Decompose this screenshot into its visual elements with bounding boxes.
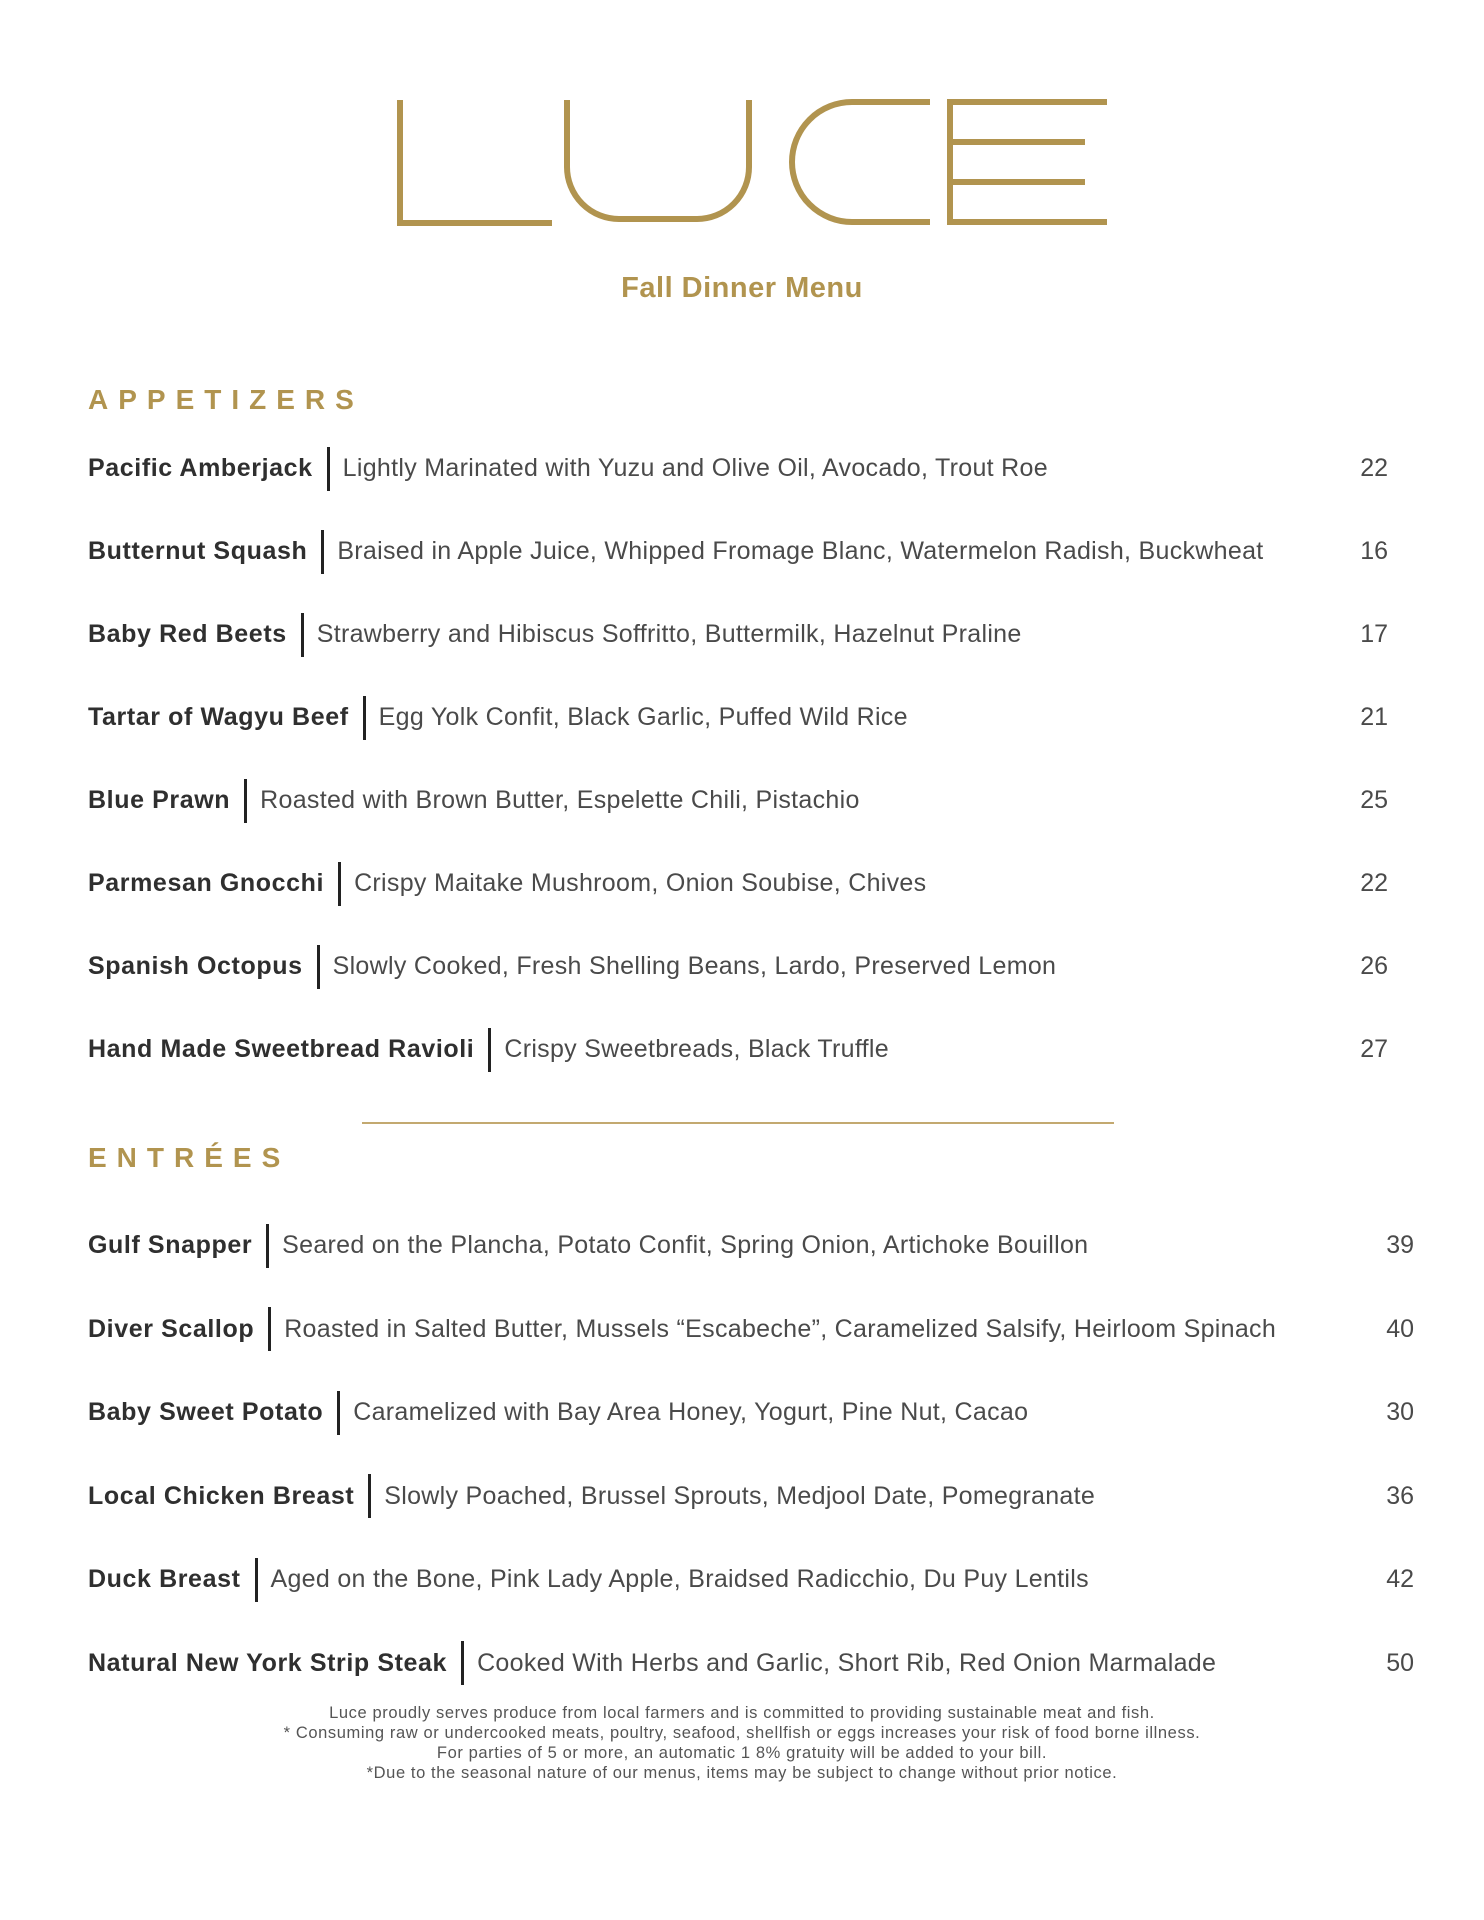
dish-name: Diver Scallop <box>88 1314 255 1343</box>
dish-description: Slowly Poached, Brussel Sprouts, Medjool Date, Pomegranate <box>384 1481 1096 1510</box>
dish-price: 42 <box>1386 1565 1414 1594</box>
dish-price: 21 <box>1360 703 1388 731</box>
separator-bar <box>301 613 304 657</box>
dish-price: 36 <box>1386 1481 1414 1510</box>
separator-bar <box>368 1474 371 1518</box>
dish-price: 27 <box>1360 1035 1388 1063</box>
menu-item <box>88 676 1418 759</box>
dish-description: Aged on the Bone, Pink Lady Apple, Braidsed Radicchio, Du Puy Lentils <box>270 1565 1089 1594</box>
dish-name: Hand Made Sweetbread Ravioli <box>88 1035 475 1063</box>
dish-name: Butternut Squash <box>88 537 308 565</box>
separator-bar <box>268 1307 271 1351</box>
separator-bar <box>266 1224 269 1268</box>
dish-name: Baby Red Beets <box>88 620 287 648</box>
dish-price: 25 <box>1360 786 1388 814</box>
dish-price: 22 <box>1360 454 1388 482</box>
dish-description: Seared on the Plancha, Potato Confit, Spring Onion, Artichoke Bouillon <box>282 1231 1089 1260</box>
footer-notes <box>0 1703 1484 1783</box>
dish-name: Spanish Octopus <box>88 952 303 980</box>
menu-item <box>88 1622 1418 1706</box>
dish-description: Caramelized with Bay Area Honey, Yogurt, Pine Nut, Cacao <box>353 1398 1029 1427</box>
appetizers-list <box>88 427 1418 1091</box>
separator-bar <box>255 1558 258 1602</box>
dish-name: Parmesan Gnocchi <box>88 869 325 897</box>
separator-bar <box>321 530 324 574</box>
menu-item <box>88 1455 1418 1539</box>
entrees-list <box>88 1204 1418 1705</box>
menu-item <box>88 1204 1418 1288</box>
section-title-appetizers: APPETIZERS <box>88 384 364 415</box>
menu-item <box>88 1008 1418 1091</box>
menu-item <box>88 842 1418 925</box>
menu-item <box>88 759 1418 842</box>
dish-price: 39 <box>1386 1231 1414 1260</box>
dish-price: 40 <box>1386 1314 1414 1343</box>
section-title-entrees: ENTRÉES <box>88 1142 291 1173</box>
dish-price: 16 <box>1360 537 1388 565</box>
dish-name: Baby Sweet Potato <box>88 1398 324 1427</box>
menu-title: Fall Dinner Menu <box>621 272 863 304</box>
section-divider <box>362 1122 1114 1124</box>
dish-name: Duck Breast <box>88 1565 241 1594</box>
menu-item <box>88 427 1418 510</box>
separator-bar <box>488 1028 491 1072</box>
menu-item <box>88 510 1418 593</box>
separator-bar <box>317 945 320 989</box>
dish-price: 22 <box>1360 869 1388 897</box>
dish-name: Pacific Amberjack <box>88 454 313 482</box>
separator-bar <box>337 1391 340 1435</box>
footer-line-health-warning: * Consuming raw or undercooked meats, poultry, seafood, shellfish or eggs increases your risk of food borne illness. <box>283 1724 1201 1742</box>
dish-name: Gulf Snapper <box>88 1231 253 1260</box>
menu-item <box>88 925 1418 1008</box>
menu-item <box>88 593 1418 676</box>
dish-price: 50 <box>1386 1648 1414 1677</box>
dish-description: Lightly Marinated with Yuzu and Olive Oil, Avocado, Trout Roe <box>342 454 1048 482</box>
separator-bar <box>338 862 341 906</box>
dish-description: Slowly Cooked, Fresh Shelling Beans, Lardo, Preserved Lemon <box>332 952 1057 980</box>
dish-name: Blue Prawn <box>88 786 231 814</box>
footer-line-sustainability: Luce proudly serves produce from local farmers and is committed to providing sustainable meat and fish. <box>329 1704 1155 1722</box>
footer-line-gratuity: For parties of 5 or more, an automatic 1 8% gratuity will be added to your bill. <box>436 1744 1048 1762</box>
dish-description: Egg Yolk Confit, Black Garlic, Puffed Wild Rice <box>378 703 908 731</box>
separator-bar <box>327 447 330 491</box>
dish-name: Natural New York Strip Steak <box>88 1648 448 1677</box>
dish-price: 17 <box>1360 620 1388 648</box>
dish-description: Crispy Maitake Mushroom, Onion Soubise, Chives <box>354 869 927 897</box>
footer-line-seasonal: *Due to the seasonal nature of our menus, items may be subject to change without prior notice. <box>366 1764 1118 1782</box>
menu-item <box>88 1288 1418 1372</box>
dish-price: 26 <box>1360 952 1388 980</box>
dish-price: 30 <box>1386 1398 1414 1427</box>
dish-description: Roasted in Salted Butter, Mussels “Escabeche”, Caramelized Salsify, Heirloom Spinach <box>284 1314 1277 1343</box>
dish-description: Crispy Sweetbreads, Black Truffle <box>504 1035 889 1063</box>
dish-description: Roasted with Brown Butter, Espelette Chili, Pistachio <box>260 786 860 814</box>
menu-item <box>88 1371 1418 1455</box>
dish-name: Tartar of Wagyu Beef <box>88 703 349 731</box>
dish-name: Local Chicken Breast <box>88 1481 355 1510</box>
separator-bar <box>461 1641 464 1685</box>
dish-description: Braised in Apple Juice, Whipped Fromage Blanc, Watermelon Radish, Buckwheat <box>337 537 1264 565</box>
menu-item <box>88 1538 1418 1622</box>
luce-logo <box>397 97 1109 227</box>
dish-description: Strawberry and Hibiscus Soffritto, Buttermilk, Hazelnut Praline <box>316 620 1022 648</box>
dish-description: Cooked With Herbs and Garlic, Short Rib, Red Onion Marmalade <box>477 1648 1217 1677</box>
separator-bar <box>244 779 247 823</box>
separator-bar <box>363 696 366 740</box>
